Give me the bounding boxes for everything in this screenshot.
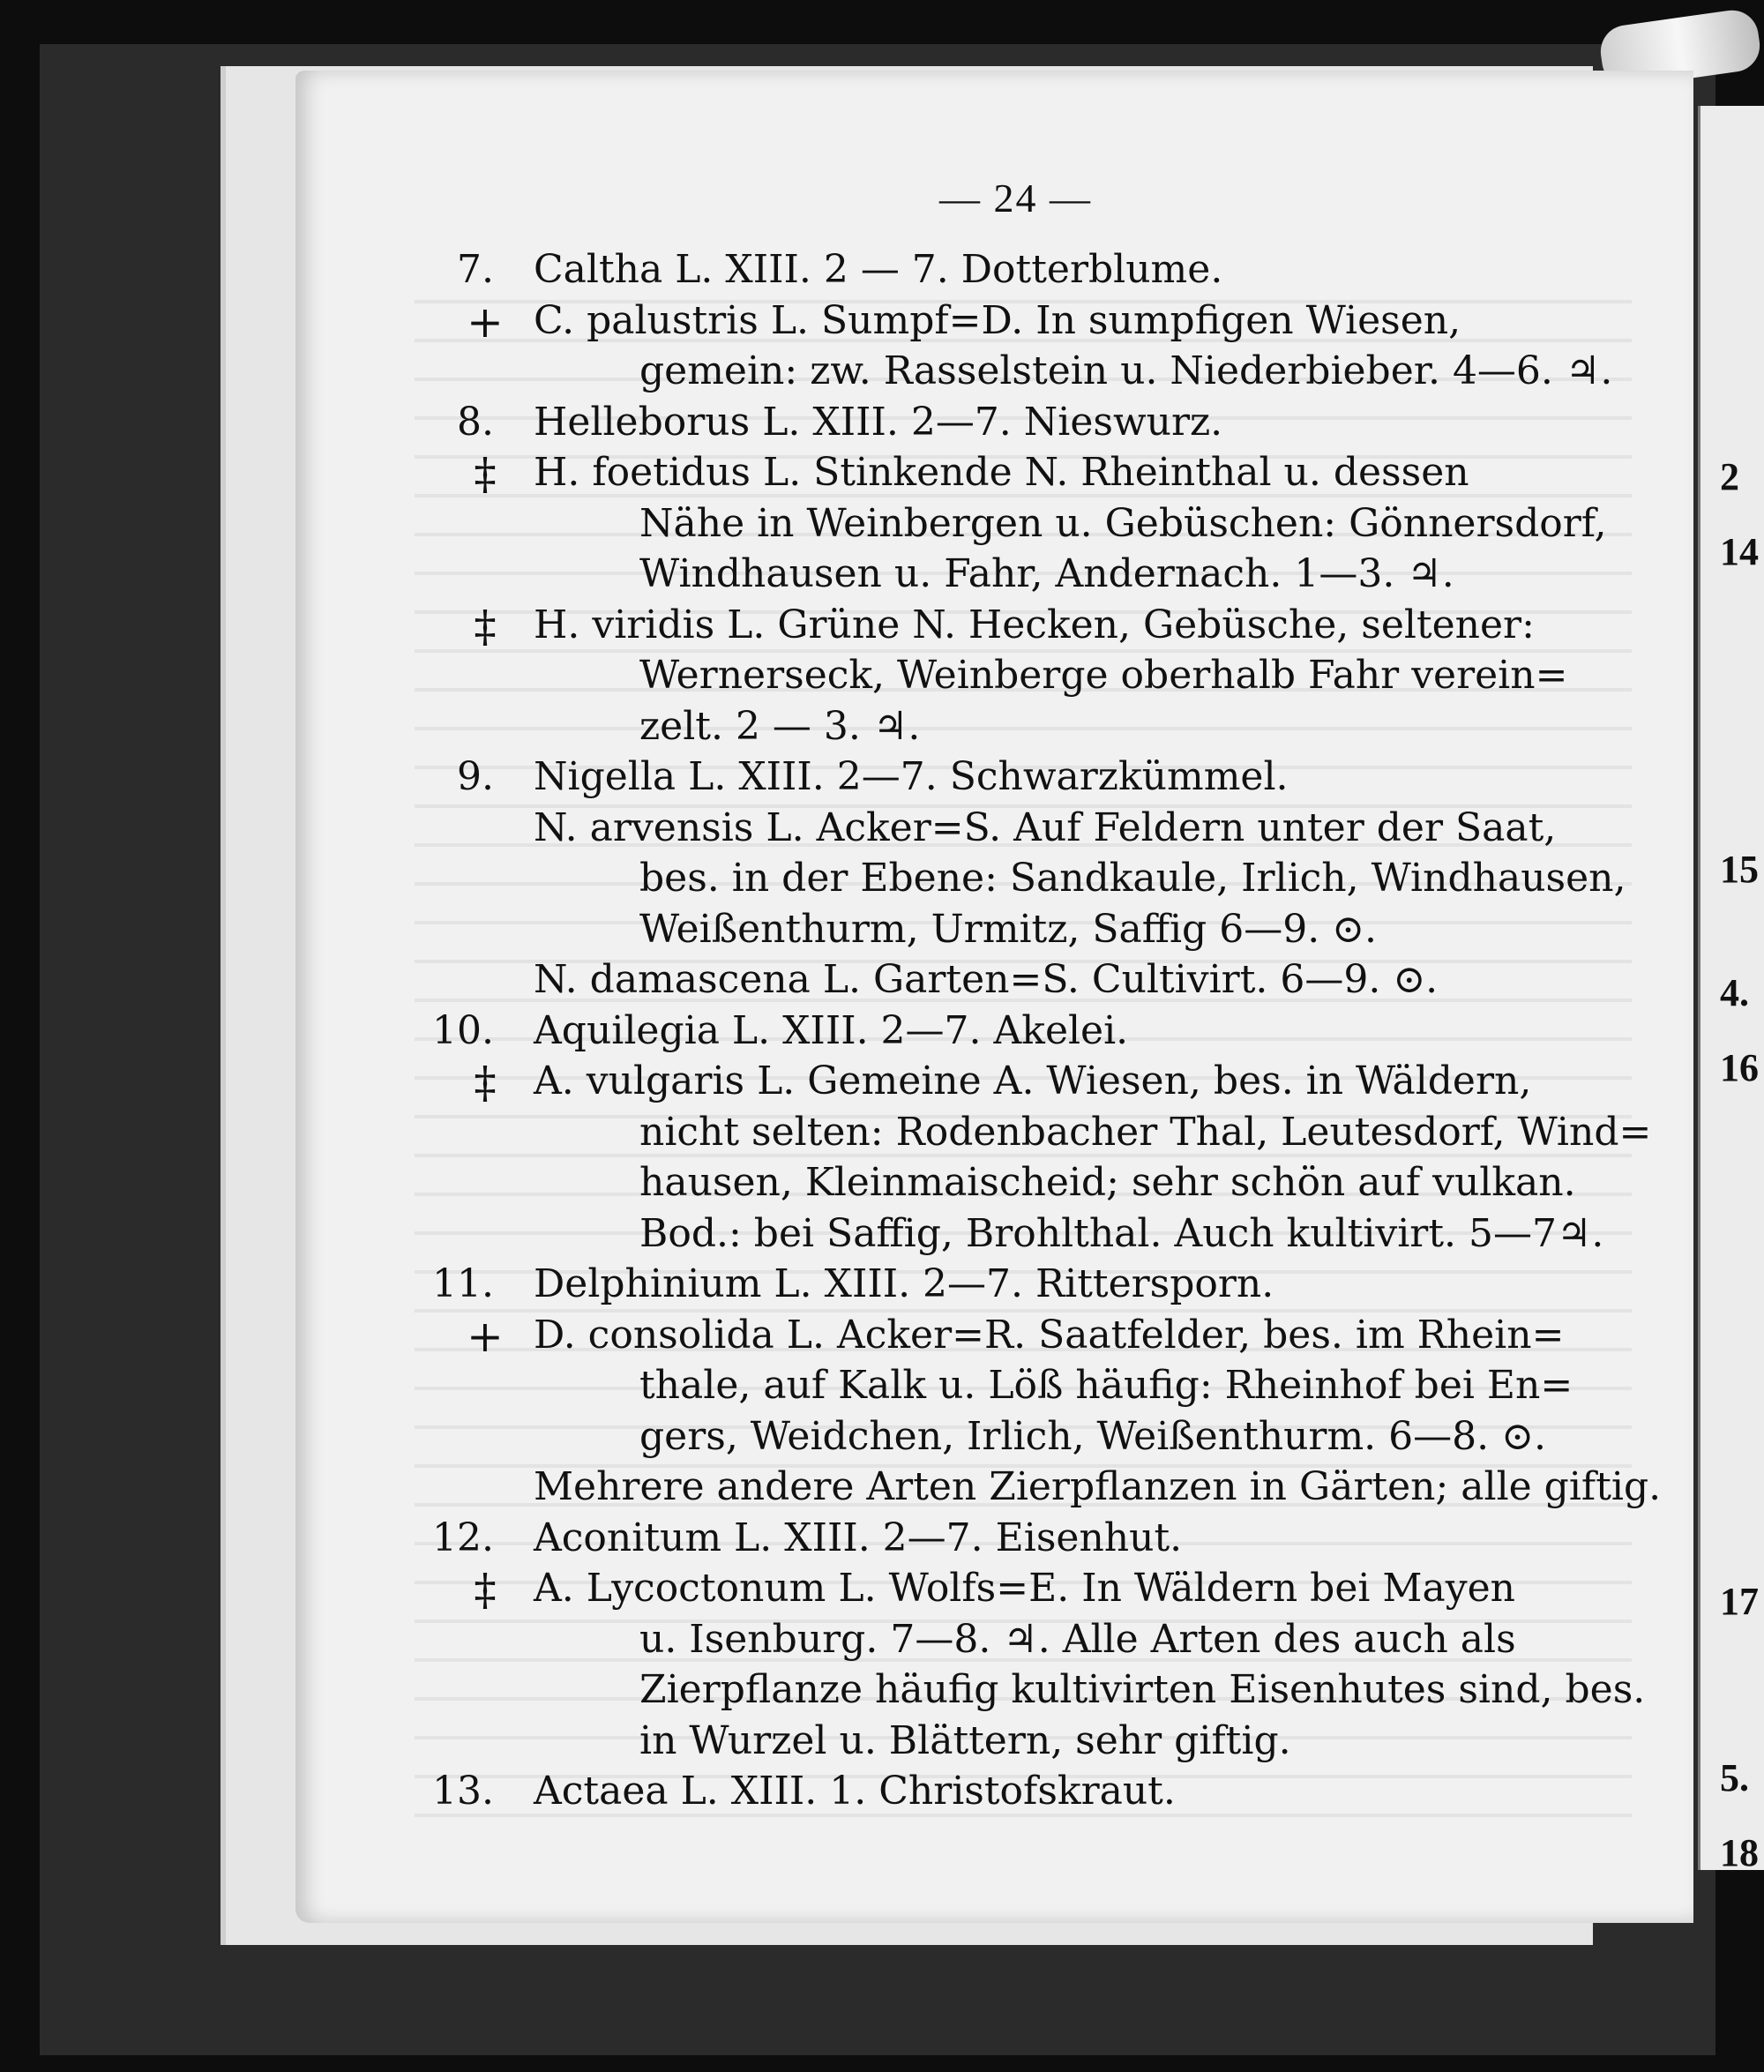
text-line (388, 754, 1676, 805)
facing-page-number: 17 (1720, 1580, 1759, 1623)
line-text: Weißenthurm, Urmitz, Saffig 6—9. ⊙. (639, 906, 1378, 952)
page-body-text (388, 247, 1676, 1820)
genus-number: 10. (432, 1007, 494, 1053)
line-text: Aquilegia L. XIII. 2—7. Akelei. (534, 1007, 1129, 1053)
text-line (388, 1058, 1676, 1110)
text-line (388, 247, 1676, 298)
line-text: Zierpflanze häufig kultivirten Eisenhutes sind, bes. (639, 1667, 1646, 1712)
line-text: Nähe in Weinbergen u. Gebüschen: Gönnersdorf, (639, 500, 1607, 546)
line-text: nicht selten: Rodenbacher Thal, Leutesdorf, Wind= (639, 1109, 1652, 1155)
text-line (388, 1464, 1676, 1515)
genus-number: 11. (432, 1261, 494, 1306)
line-text: gers, Weidchen, Irlich, Weißenthurm. 6—8. ⊙. (639, 1413, 1546, 1459)
text-line (388, 907, 1676, 958)
facing-page-number: 2 (1720, 455, 1739, 498)
text-line (388, 1110, 1676, 1161)
line-text: in Wurzel u. Blättern, sehr giftig. (639, 1717, 1291, 1763)
facing-page-number: 16 (1720, 1046, 1759, 1089)
text-line (388, 1008, 1676, 1059)
genus-number: 8. (457, 399, 494, 445)
species-marker: ‡ (474, 600, 497, 652)
text-line (388, 1718, 1676, 1769)
text-line (388, 295, 1676, 349)
line-text: thale, auf Kalk u. Löß häufig: Rheinhof bei En= (639, 1363, 1573, 1408)
text-line (388, 602, 1676, 654)
facing-page-number: 18 (1720, 1831, 1759, 1874)
text-line (388, 1566, 1676, 1617)
line-text: gemein: zw. Rasselstein u. Niederbieber. 4—6. ♃. (639, 348, 1613, 393)
line-text: hausen, Kleinmaischeid; sehr schön auf vulkan. (639, 1160, 1576, 1205)
text-line (388, 1363, 1676, 1414)
line-text: A. vulgaris L. Gemeine A. Wiesen, bes. in Wäldern, (534, 1058, 1532, 1103)
text-line (388, 653, 1676, 704)
line-text: u. Isenburg. 7—8. ♃. Alle Arten des auch als (639, 1616, 1516, 1662)
species-marker: + (467, 295, 504, 348)
line-text: H. foetidus L. Stinkende N. Rheinthal u. dessen (534, 450, 1469, 495)
text-line (388, 501, 1676, 552)
text-line (388, 551, 1676, 602)
text-line (388, 704, 1676, 755)
text-line (388, 1414, 1676, 1465)
text-line (388, 1769, 1676, 1820)
line-text: Actaea L. XIII. 1. Christofskraut. (534, 1769, 1176, 1814)
genus-number: 12. (432, 1515, 494, 1560)
line-text: bes. in der Ebene: Sandkaule, Irlich, Windhausen, (639, 856, 1626, 901)
line-text: Windhausen u. Fahr, Andernach. 1—3. ♃. (639, 551, 1454, 596)
line-text: H. viridis L. Grüne N. Hecken, Gebüsche, seltener: (534, 602, 1535, 647)
facing-page-number: 5. (1720, 1756, 1749, 1799)
text-line (388, 450, 1676, 501)
genus-number: 13. (432, 1769, 494, 1814)
text-line (388, 1211, 1676, 1262)
line-text: Nigella L. XIII. 2—7. Schwarzkümmel. (534, 754, 1289, 799)
text-line (388, 1310, 1676, 1364)
text-line (388, 1617, 1676, 1668)
genus-number: 7. (457, 247, 494, 292)
facing-page-number: 15 (1720, 848, 1759, 891)
text-line (388, 400, 1676, 451)
text-line (388, 805, 1676, 856)
text-line (388, 1667, 1676, 1718)
facing-page-number: 14 (1720, 530, 1759, 573)
line-text: Helleborus L. XIII. 2—7. Nieswurz. (534, 399, 1223, 445)
line-text: Mehrere andere Arten Zierpflanzen in Gärten; alle giftig. (534, 1464, 1662, 1509)
text-line (388, 348, 1676, 400)
line-text: N. damascena L. Garten=S. Cultivirt. 6—9. ⊙. (534, 957, 1439, 1002)
species-marker: ‡ (474, 448, 497, 499)
line-text: Bod.: bei Saffig, Brohlthal. Auch kultivirt. 5—7♃. (639, 1210, 1604, 1256)
line-text: Delphinium L. XIII. 2—7. Rittersporn. (534, 1261, 1274, 1306)
text-line (388, 957, 1676, 1008)
line-text: Aconitum L. XIII. 2—7. Eisenhut. (534, 1515, 1183, 1560)
line-text: Caltha L. XIII. 2 — 7. Dotterblume. (534, 247, 1223, 292)
line-text: zelt. 2 — 3. ♃. (639, 703, 921, 749)
text-line (388, 1160, 1676, 1211)
line-text: A. Lycoctonum L. Wolfs=E. In Wäldern bei Mayen (534, 1566, 1515, 1611)
line-text: N. arvensis L. Acker=S. Auf Feldern unter der Saat, (534, 804, 1557, 850)
facing-page-number: 4. (1720, 971, 1749, 1014)
page-number: — 24 — (939, 176, 1092, 221)
text-line (388, 1261, 1676, 1313)
genus-number: 9. (457, 754, 494, 799)
species-marker: ‡ (474, 1564, 497, 1615)
text-line (388, 1515, 1676, 1567)
text-line (388, 856, 1676, 907)
species-marker: ‡ (474, 1057, 497, 1108)
line-text: C. palustris L. Sumpf=D. In sumpfigen Wiesen, (534, 297, 1461, 343)
line-text: Wernerseck, Weinberge oberhalb Fahr verein= (639, 653, 1568, 698)
line-text: D. consolida L. Acker=R. Saatfelder, bes. im Rhein= (534, 1312, 1565, 1358)
species-marker: + (467, 1310, 504, 1362)
